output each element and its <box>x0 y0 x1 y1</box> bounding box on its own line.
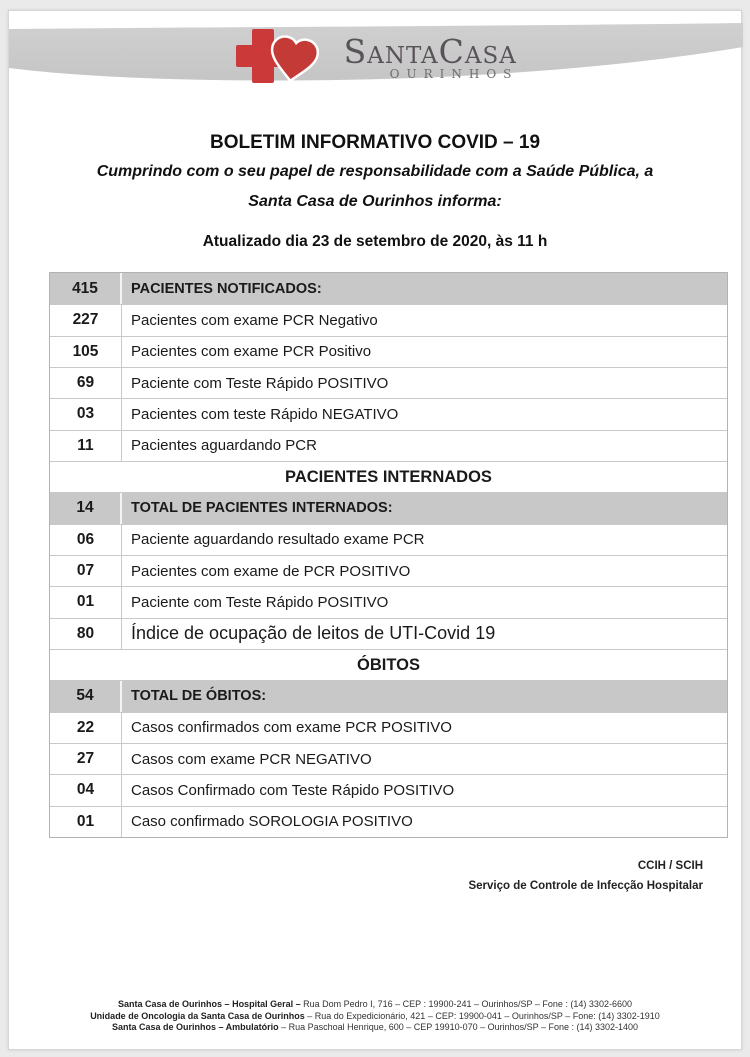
subtitle-line-1: Cumprindo com o seu papel de responsabilidade com a Saúde Pública, a <box>96 163 654 180</box>
section-title: ÓBITOS <box>357 655 420 674</box>
row-label: Paciente com Teste Rápido POSITIVO <box>131 593 389 611</box>
row-label: Caso confirmado SOROLOGIA POSITIVO <box>131 813 413 831</box>
footer-addresses <box>9 999 741 1034</box>
row-label: Casos com exame PCR NEGATIVO <box>131 750 372 768</box>
row-value: 69 <box>50 368 122 398</box>
row-value: 04 <box>50 775 122 805</box>
table-row <box>50 555 727 586</box>
logo-text <box>344 21 519 81</box>
footer-line: Unidade de Oncologia da Santa Casa de Ourinhos – Rua do Expedicionário, 421 – CEP: 19900-041 – Ourinhos/SP – Fone: (14) 3302-1910 <box>90 1010 660 1021</box>
table-row <box>50 712 727 743</box>
row-value: 14 <box>50 493 122 523</box>
row-label: Pacientes com exame de PCR POSITIVO <box>131 562 411 580</box>
brand-part-santa: Santa <box>343 32 439 71</box>
row-label: Pacientes aguardando PCR <box>131 437 317 455</box>
row-value: 06 <box>50 525 122 555</box>
row-value: 227 <box>50 305 122 335</box>
row-label: Paciente aguardando resultado exame PCR <box>131 531 425 549</box>
row-value: 22 <box>50 713 122 743</box>
table-row <box>50 743 727 774</box>
table-row <box>50 367 727 398</box>
row-label: Pacientes com teste Rápido NEGATIVO <box>131 405 399 423</box>
row-value: 415 <box>50 273 122 304</box>
row-label: PACIENTES NOTIFICADOS: <box>131 280 322 297</box>
row-label: Índice de ocupação de leitos de UTI-Covid 19 <box>131 623 496 644</box>
subtitle-line-2: Santa Casa de Ourinhos informa: <box>248 193 502 210</box>
table-row <box>50 524 727 555</box>
signature-line-2: Serviço de Controle de Infecção Hospitalar <box>468 880 703 892</box>
row-label: Casos Confirmado com Teste Rápido POSITIVO <box>131 781 455 799</box>
row-label: TOTAL DE ÓBITOS: <box>131 688 267 705</box>
row-value: 105 <box>50 337 122 367</box>
table-row <box>50 586 727 617</box>
updated-date: Atualizado dia 23 de setembro de 2020, às 11 h <box>202 233 548 250</box>
table-row <box>50 430 727 461</box>
row-value: 80 <box>50 619 122 649</box>
row-value: 03 <box>50 399 122 429</box>
brand-part-casa: Casa <box>438 32 517 71</box>
row-value: 01 <box>50 807 122 837</box>
footer-line: Santa Casa de Ourinhos – Ambulatório – Rua Paschoal Henrique, 600 – CEP 19910-070 – Ourinhos/SP – Fone : (14) 3302-1400 <box>111 1022 639 1032</box>
brand-city: OURINHOS <box>389 67 519 81</box>
table-row <box>50 273 727 304</box>
row-label: Casos confirmados com exame PCR POSITIVO <box>131 719 452 737</box>
row-label: Paciente com Teste Rápido POSITIVO <box>131 374 389 392</box>
table-row <box>50 680 727 711</box>
row-value: 01 <box>50 587 122 617</box>
logo <box>9 21 741 99</box>
table-section-row <box>50 461 727 492</box>
signature-block <box>468 856 703 896</box>
bulletin-table <box>49 272 728 838</box>
footer-line: Santa Casa de Ourinhos – Hospital Geral – Rua Dom Pedro I, 716 – CEP : 19900-241 – Ourinhos/SP – Fone : (14) 3302-6600 <box>118 999 632 1009</box>
table-row <box>50 806 727 837</box>
table-row <box>50 304 727 335</box>
brand-name <box>343 32 519 71</box>
table-row <box>50 398 727 429</box>
row-value: 54 <box>50 681 122 711</box>
row-value: 07 <box>50 556 122 586</box>
row-value: 27 <box>50 744 122 774</box>
table-row <box>50 618 727 649</box>
row-value: 11 <box>50 431 122 461</box>
table-row <box>50 336 727 367</box>
row-label: Pacientes com exame PCR Positivo <box>131 343 372 361</box>
table-section-row <box>50 649 727 680</box>
row-label: Pacientes com exame PCR Negativo <box>131 311 378 329</box>
row-label: TOTAL DE PACIENTES INTERNADOS: <box>131 500 393 517</box>
table-row <box>50 492 727 523</box>
cross-heart-icon <box>232 27 336 99</box>
page-title: BOLETIM INFORMATIVO COVID – 19 <box>209 132 541 153</box>
signature-line-1: CCIH / SCIH <box>637 860 703 872</box>
table-row <box>50 774 727 805</box>
document-page <box>8 10 742 1050</box>
section-title: PACIENTES INTERNADOS <box>285 467 492 486</box>
